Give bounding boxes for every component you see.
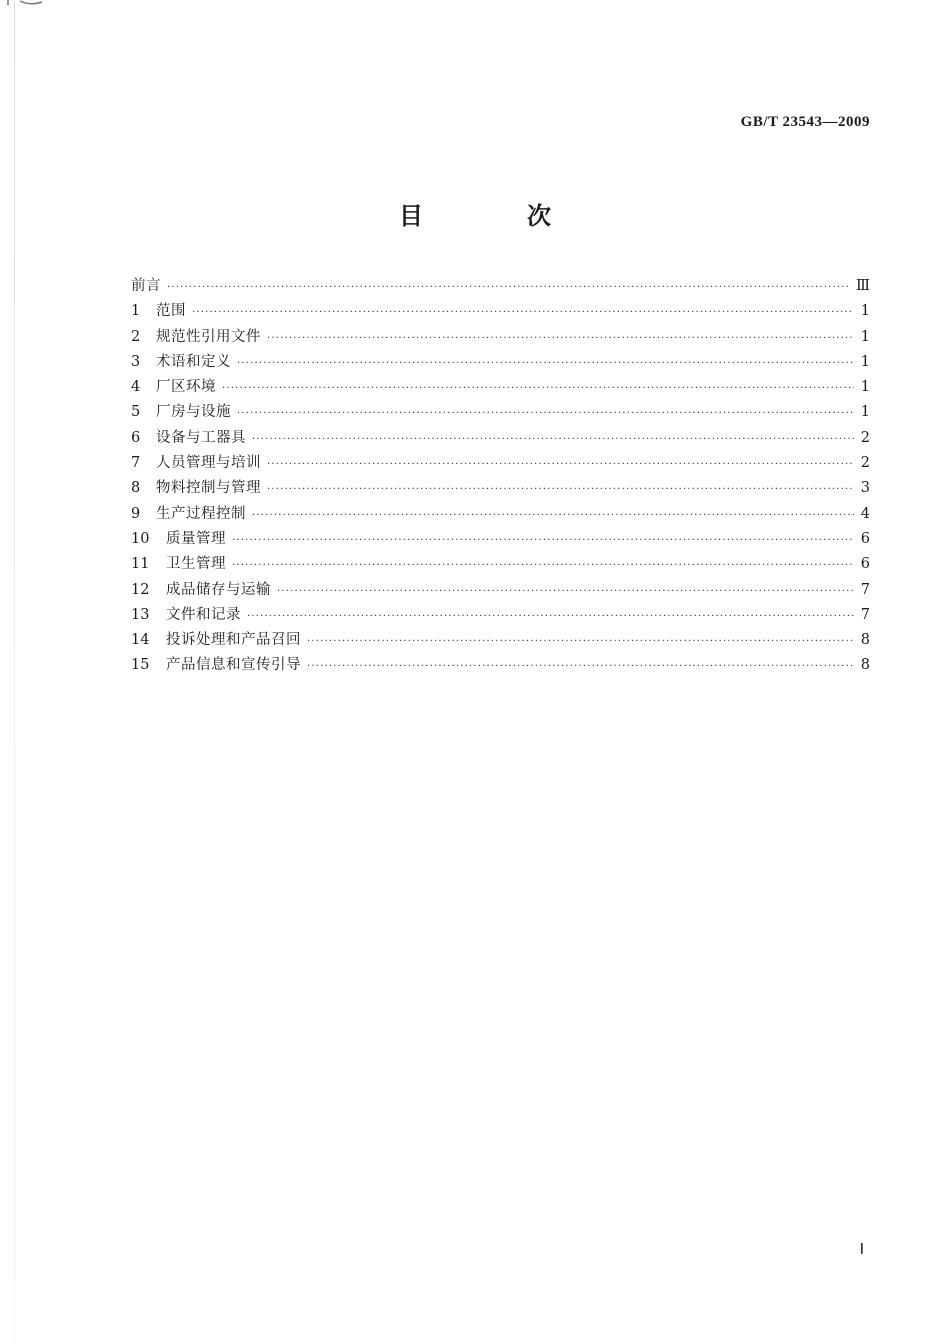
toc-leader-dots xyxy=(307,636,854,647)
toc-leader-dots xyxy=(192,307,854,318)
toc-entry[interactable] xyxy=(131,451,870,476)
toc-entry-label: 投诉处理和产品召回 xyxy=(166,632,301,649)
toc-entry-number: 12 xyxy=(131,581,150,598)
toc-entry-number: 10 xyxy=(131,530,150,547)
toc-entry[interactable] xyxy=(131,426,870,451)
toc-entry-page: 1 xyxy=(860,328,870,345)
toc-entry-number: 9 xyxy=(131,505,141,522)
toc-entry[interactable] xyxy=(131,527,870,552)
toc-entry-label: 厂区环境 xyxy=(156,379,216,396)
toc-entry-page: 1 xyxy=(860,404,870,421)
toc-entry[interactable] xyxy=(131,628,870,653)
toc-entry-label: 厂房与设施 xyxy=(156,404,231,421)
toc-entry-label: 范围 xyxy=(156,303,186,320)
toc-entry-label: 规范性引用文件 xyxy=(156,328,261,345)
toc-entry[interactable] xyxy=(131,350,870,375)
toc-entry-page: 6 xyxy=(860,530,870,547)
page-number: Ⅰ xyxy=(859,1242,864,1258)
toc-entry-page: 6 xyxy=(860,556,870,573)
toc-entry-number: 15 xyxy=(131,657,150,674)
toc-entry-label: 术语和定义 xyxy=(156,353,231,370)
toc-entry[interactable] xyxy=(131,476,870,501)
toc-leader-dots xyxy=(267,484,854,495)
toc-leader-dots xyxy=(247,611,854,622)
scan-corner-mark xyxy=(0,0,46,6)
standard-code: GB/T 23543—2009 xyxy=(740,114,870,130)
toc-entry-label: 成品储存与运输 xyxy=(166,581,271,598)
toc-entry-label: 物料控制与管理 xyxy=(156,480,261,497)
toc-leader-dots xyxy=(237,358,854,369)
toc-entry[interactable] xyxy=(131,375,870,400)
toc-leader-dots xyxy=(237,408,854,419)
toc-entry[interactable] xyxy=(131,325,870,350)
toc-leader-dots xyxy=(307,661,854,672)
page-title: 目 次 xyxy=(399,201,591,230)
toc-entry-page: 7 xyxy=(860,581,870,598)
toc-entry-label: 人员管理与培训 xyxy=(156,455,261,472)
toc-entry-label: 生产过程控制 xyxy=(156,505,246,522)
toc-leader-dots xyxy=(232,535,854,546)
toc-entry-label: 设备与工器具 xyxy=(156,429,246,446)
toc-entry-label: 前言 xyxy=(131,278,161,294)
toc-entry-number: 1 xyxy=(131,303,141,320)
toc-entry-number: 8 xyxy=(131,480,141,497)
toc-entry-page: Ⅲ xyxy=(856,278,870,294)
toc-entry[interactable] xyxy=(131,603,870,628)
toc-leader-dots xyxy=(252,434,854,445)
toc-entry-page: 7 xyxy=(860,606,870,623)
toc-entry-label: 卫生管理 xyxy=(166,556,226,573)
table-of-contents xyxy=(131,274,870,679)
toc-entry[interactable] xyxy=(131,552,870,577)
toc-entry-number: 4 xyxy=(131,379,141,396)
toc-entry-page: 2 xyxy=(860,455,870,472)
toc-entry-page: 1 xyxy=(860,353,870,370)
toc-entry[interactable] xyxy=(131,274,870,299)
toc-entry[interactable] xyxy=(131,400,870,425)
toc-entry-number: 13 xyxy=(131,606,150,623)
toc-leader-dots xyxy=(277,586,854,597)
toc-entry[interactable] xyxy=(131,502,870,527)
toc-entry-number: 6 xyxy=(131,429,141,446)
toc-entry-label: 文件和记录 xyxy=(166,606,241,623)
toc-entry-page: 8 xyxy=(860,657,870,674)
toc-entry-number: 7 xyxy=(131,455,141,472)
toc-leader-dots xyxy=(232,560,854,571)
toc-leader-dots xyxy=(167,282,850,293)
toc-entry-number: 5 xyxy=(131,404,141,421)
toc-entry-page: 1 xyxy=(860,303,870,320)
toc-entry[interactable] xyxy=(131,653,870,678)
toc-leader-dots xyxy=(267,333,854,344)
toc-entry[interactable] xyxy=(131,578,870,603)
toc-entry-label: 质量管理 xyxy=(166,530,226,547)
toc-entry-number: 14 xyxy=(131,632,150,649)
toc-entry-label: 产品信息和宣传引导 xyxy=(166,657,301,674)
toc-leader-dots xyxy=(267,459,854,470)
toc-entry-page: 8 xyxy=(860,632,870,649)
toc-entry-number: 3 xyxy=(131,353,141,370)
toc-entry-page: 4 xyxy=(860,505,870,522)
toc-entry-page: 1 xyxy=(860,379,870,396)
toc-entry[interactable] xyxy=(131,299,870,324)
toc-entry-number: 2 xyxy=(131,328,141,345)
toc-entry-page: 2 xyxy=(860,429,870,446)
toc-entry-number: 11 xyxy=(131,556,150,573)
toc-entry-page: 3 xyxy=(860,480,870,497)
toc-leader-dots xyxy=(252,510,854,521)
toc-leader-dots xyxy=(222,383,854,394)
